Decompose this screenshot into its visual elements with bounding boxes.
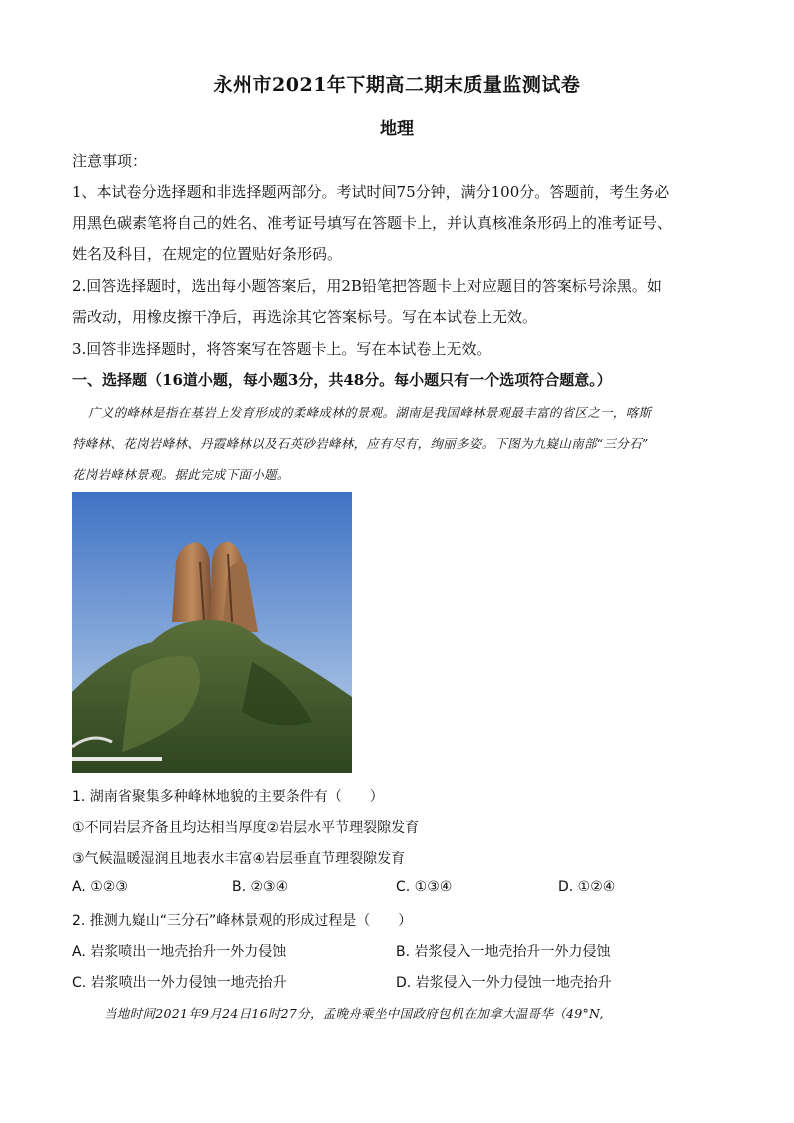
notes-line: 1、本试卷分选择题和非选择题两部分。考试时间75分钟，满分100分。答题前，考生务必 bbox=[72, 183, 670, 201]
notes-line: 用黑色碳素笔将自己的姓名、准考证号填写在答题卡上，并认真核准条形码上的准考证号、 bbox=[72, 214, 673, 232]
question-2-stem: 2. 推测九嶷山“三分石”峰林景观的形成过程是（ ） bbox=[72, 913, 413, 929]
question-2-option-d: D. 岩浆侵入一外力侵蚀一地壳抬升 bbox=[396, 975, 612, 991]
question-1-stem: 1. 湖南省聚集多种峰林地貌的主要条件有（ ） bbox=[72, 789, 384, 805]
passage-line: 特峰林、花岗岩峰林、丹霞峰林以及石英砂岩峰林，应有尽有，绚丽多姿。下图为九嶷山南部“三分石” bbox=[72, 436, 649, 451]
passage-line: 花岗岩峰林景观。据此完成下面小题。 bbox=[72, 467, 290, 482]
section-heading: 一、选择题（16道小题，每小题3分，共48分。每小题只有一个选项符合题意。） bbox=[72, 371, 612, 389]
question-2-option-b: B. 岩浆侵入一地壳抬升一外力侵蚀 bbox=[396, 944, 611, 960]
question-1-option-c: C. ①③④ bbox=[396, 879, 453, 895]
exam-title: 永州市2021年下期高二期末质量监测试卷 bbox=[213, 74, 581, 96]
passage-line: 广义的峰林是指在基岩上发育形成的柔峰成林的景观。湖南是我国峰林景观最丰富的省区之一，喀斯 bbox=[88, 405, 652, 420]
question-1-option-d: D. ①②④ bbox=[558, 879, 616, 895]
notes-heading: 注意事项： bbox=[72, 152, 148, 170]
question-2-option-a: A. 岩浆喷出一地壳抬升一外力侵蚀 bbox=[72, 944, 287, 960]
notes-line: 姓名及科目，在规定的位置贴好条形码。 bbox=[72, 245, 343, 263]
question-1-statement: ③气候温暖湿润且地表水丰富④岩层垂直节理裂隙发育 bbox=[72, 851, 406, 867]
notes-line: 2.回答选择题时，选出每小题答案后，用2B铅笔把答题卡上对应题目的答案标号涂黑。如 bbox=[72, 277, 662, 295]
subject-title: 地理 bbox=[380, 119, 414, 139]
question-1-statement: ①不同岩层齐备且均达相当厚度②岩层水平节理裂隙发育 bbox=[72, 820, 420, 836]
question-2-option-c: C. 岩浆喷出一外力侵蚀一地壳抬升 bbox=[72, 975, 287, 991]
notes-line: 3.回答非选择题时，将答案写在答题卡上。写在本试卷上无效。 bbox=[72, 340, 492, 358]
passage-line: 当地时间2021年9月24日16时27分，孟晚舟乘坐中国政府包机在加拿大温哥华（49°N, bbox=[104, 1006, 604, 1021]
granite-peak-photo bbox=[72, 492, 352, 773]
question-1-option-b: B. ②③④ bbox=[232, 879, 289, 895]
question-1-option-a: A. ①②③ bbox=[72, 879, 128, 895]
notes-line: 需改动，用橡皮擦干净后，再选涂其它答案标号。写在本试卷上无效。 bbox=[72, 308, 538, 326]
